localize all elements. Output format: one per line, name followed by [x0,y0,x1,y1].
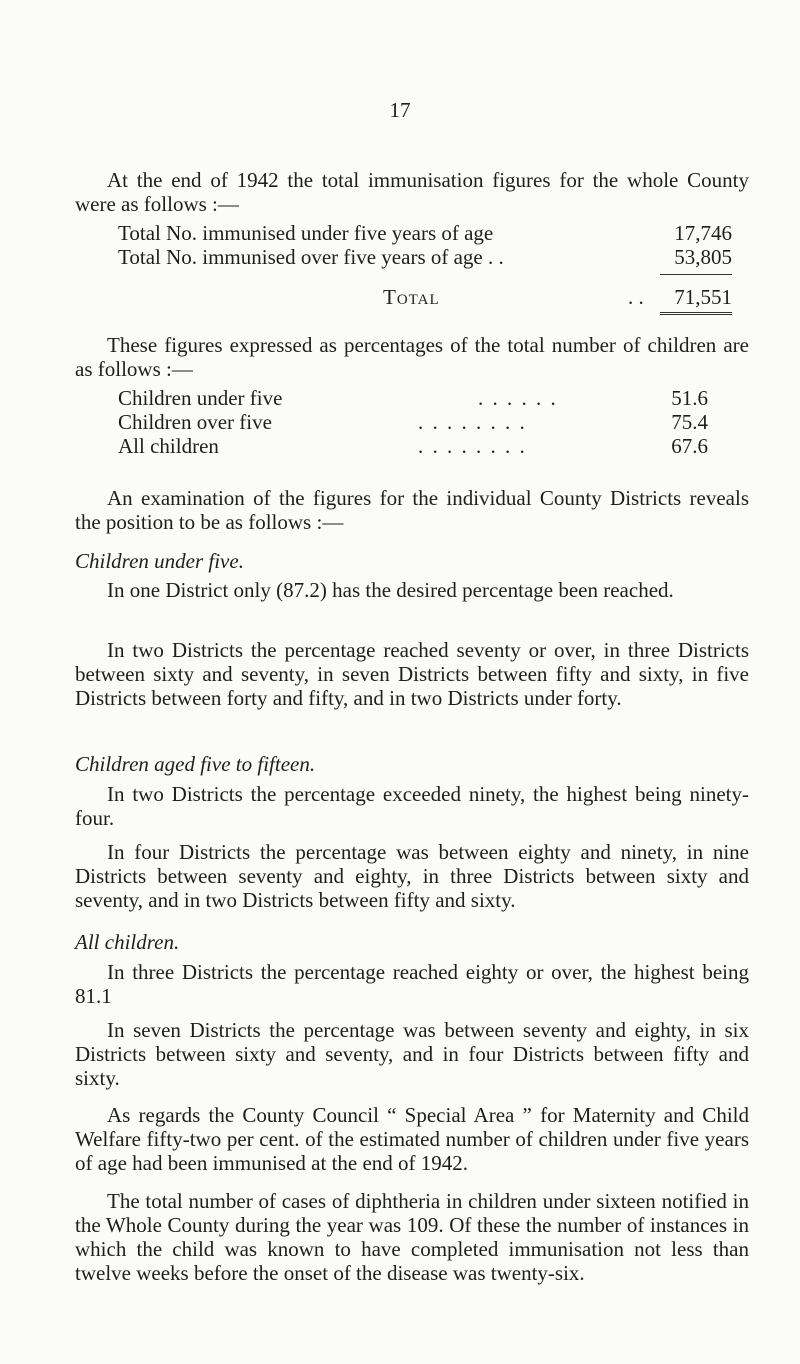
pct-over-five-value: 75.4 [671,410,708,434]
grand-total-value: 71,551 [674,285,732,309]
pct-over-five-leader: . . . . . . . . [418,410,527,434]
five-to-fifteen-paragraph-1: In two Districts the percentage exceeded ninety, the highest being ninety-four. [75,782,749,830]
pct-under-five-label: Children under five [118,386,283,410]
all-children-paragraph-2: In seven Districts the percentage was between seventy and eighty, in six Districts between sixty and seventy, and in four Districts between fifty and sixty. [75,1018,749,1090]
under-five-total-value: 17,746 [674,221,732,245]
pct-all-label: All children [118,434,219,458]
special-area-paragraph: As regards the County Council “ Special Area ” for Maternity and Child Welfare fifty-two per cent. of the estimated number of children under five years of age had been immunised at the end of 1942. [75,1103,749,1175]
pct-over-five-label: Children over five [118,410,272,434]
pct-under-five-value: 51.6 [671,386,708,410]
pct-all-leader: . . . . . . . . [418,434,527,458]
page-number: 17 [389,98,411,122]
percentages-intro: These figures expressed as percentages of the total number of children are as follows :— [75,333,749,381]
total-double-rule [660,312,732,315]
intro-paragraph: At the end of 1942 the total immunisation figures for the whole County were as follows :— [75,168,749,216]
grand-total-label: Total [383,285,440,309]
pct-all-value: 67.6 [671,434,708,458]
five-to-fifteen-paragraph-2: In four Districts the percentage was between eighty and ninety, in nine Districts between seventy and eighty, in three Districts between sixty and seventy, and in two Districts between fifty and sixty. [75,840,749,912]
heading-children-under-five: Children under five. [75,549,244,573]
over-five-total-value: 53,805 [674,245,732,269]
districts-intro: An examination of the figures for the individual County Districts reveals the position to be as follows :— [75,486,749,534]
heading-children-five-to-fifteen: Children aged five to fifteen. [75,752,316,776]
sum-rule [660,274,732,275]
pct-under-five-leader: . . . . . . [478,386,558,410]
under-five-total-label: Total No. immunised under five years of age [118,221,494,245]
diphtheria-paragraph: The total number of cases of diphtheria in children under sixteen notified in the Whole County during the year was 109. Of these the number of instances in which the child was known to have completed immunisation not less than twelve weeks before the onset of the disease was twenty-six. [75,1189,749,1285]
under-five-paragraph-2: In two Districts the percentage reached seventy or over, in three Districts between sixty and seventy, in seven Districts between fifty and sixty, in five Districts between forty and fifty, and in two Districts under forty. [75,638,749,710]
heading-all-children: All children. [75,930,180,954]
over-five-total-label: Total No. immunised over five years of age . . [118,245,504,269]
under-five-paragraph-1: In one District only (87.2) has the desired percentage been reached. [107,578,674,602]
grand-total-leader: . . [628,285,644,309]
all-children-paragraph-1: In three Districts the percentage reached eighty or over, the highest being 81.1 [75,960,749,1008]
